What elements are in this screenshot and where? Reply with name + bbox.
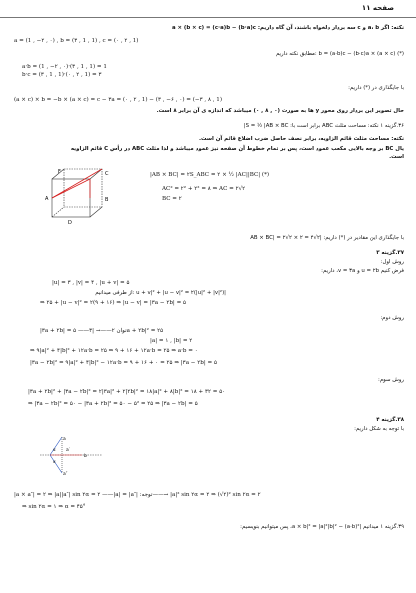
substitute-note: با جایگذاری در (*) داریم: xyxy=(348,85,404,91)
cross-magnitude-eq: |a × a″| = ۲ ⇒ |a||a″| sin ۲α = ۲ ——|a| = |a″| :توجه——→ |a|² sin ۲α = ۲ ⇒ (√۲)² sin ۲α = ۲ xyxy=(14,492,261,498)
cube-figure xyxy=(44,165,124,225)
vec-label-a: a xyxy=(63,437,66,442)
q36-heading: ۳۶.گزینه ۱ نکته: مساحت مثلث ABC برابر است با: S = ½ |AB × BC| xyxy=(243,123,404,129)
result-vector: (a × c) × b = −b × (a × c) = c − ۳a = (۰ , ۲ , 1) − (۳ , −۶ , ۰) = (−۳ , ۸ , 1) xyxy=(14,97,223,103)
alpha-result: ⇒ sin ۲α = ۱ ⇒ α = ۴۵° xyxy=(22,504,86,510)
method-three-result: ⇒ |۳a − ۲b|² = ۵۰ − |۳a + ۲b|² = ۵۰ − ۵² = ۲۵ ⇒ |۳a − ۲b| = ۵ xyxy=(28,401,198,407)
page-header xyxy=(0,4,416,18)
method-three: روش سوم: xyxy=(378,377,404,383)
cross-area-eq: |AB × BC| = ۲S_ABC = ۲ × ½ |AC||BC| (*) xyxy=(150,172,270,178)
parallelogram-law: |u + v|² + |u − v|² = ۲(|u|² + |v|²) :از طرفی میدانیم xyxy=(95,290,226,296)
dot-zero: ⇒ ۹|a|² + ۴|b|² + ۱۲a·b = ۲۵ ⇒ ۹ + ۱۶ + ۱۲a·b = ۲۵ ⇒ a·b = ۰ xyxy=(30,348,198,354)
q36-result: با جایگذاری این مقادیر در (*) داریم: |AB × BC| = ۲√۲ × ۲ = ۴√۲ xyxy=(250,235,404,241)
method-one: روش اول: xyxy=(380,259,404,265)
ac-length: AC² = ۲² + ۲² = ۸ ⇒ AC = ۲√۲ xyxy=(162,186,246,192)
page-number: صفحه ۱۱ xyxy=(361,4,394,12)
note-identity: (*) (a × c) × b = (a·b)c − (b·c)a :مطابق نکته داریم xyxy=(275,51,404,57)
cube-label-c: C xyxy=(105,171,109,177)
dot-ab: a·b = (1 , −۲ , ۰)·(۳ , 1 , 1) = 1 xyxy=(22,64,107,70)
uv-magnitudes: |u| = ۳ , |v| = ۴ , |u + v| = ۵ xyxy=(52,280,130,286)
cube-label-d: D xyxy=(68,220,72,225)
q39-heading: ۳۹.گزینه ۱ میدانیم |a × b|² = |a|²|b|² − (a·b)²، پس میتوانیم بنویسیم: xyxy=(240,524,404,530)
vec-label-a-prime: a′ xyxy=(66,448,70,453)
q37-heading: ۳۷.گزینه ۳ xyxy=(376,250,404,256)
vec-label-alpha-bottom: α xyxy=(53,459,56,464)
sum-squares: |۳a + ۲b|² + |۳a − ۲b|² = ۲|۳a|² + ۲|۲b|² = ۱۸|a|² + ۸|b|² = ۱۸ + ۳۲ = ۵۰ xyxy=(28,389,226,395)
method-two-result: |۳a − ۲b|² = ۹|a|² + ۴|b|² − ۱۲a·b = ۹ + ۱۶ + ۰ = ۲۵ ⇒ |۳a − ۲b| = ۵ xyxy=(30,360,217,366)
square-step: |۳a + ۲b| = ۵ ——توان ۲——→ |۳a + ۲b|² = ۲۵ xyxy=(40,328,164,334)
vec-label-b: b xyxy=(84,454,87,459)
note-triple-product: نکته: اگر a، b و c سه بردار دلخواه باشند، آن گاه داریم: a × (b × c) = (c·a)b − (b·a)c xyxy=(171,25,404,31)
method-one-result: ⇒ ۲۵ + |u − v|² = ۲(۹ + ۱۶) ⇒ |u − v| = |۳a − ۲b| = ۵ xyxy=(40,300,187,306)
given-magnitudes: |a| = ۱ , |b| = ۲ xyxy=(150,338,193,344)
bc-length: BC = ۲ xyxy=(162,196,182,202)
assume-uv: فرض کنیم u = ۲b و v = ۳a، داریم: xyxy=(321,268,404,274)
q38-heading: ۳۸.گزینه ۴ xyxy=(376,417,404,423)
vector-values: a = (1 , −۲ , ۰) , b = (۳ , 1 , 1) , c = (۰ , ۲ , 1) xyxy=(14,38,139,44)
right-triangle-note: نکته: مساحت مثلث قائم الزاویه، برابر نصف حاصل ضرب اضلاع قائم آن است. xyxy=(198,136,404,142)
cube-label-a: A xyxy=(45,196,49,202)
bc-perpendicular-text-end: است. xyxy=(389,154,404,160)
cube-label-f: F xyxy=(58,169,61,175)
projection-note: حال تصویر این بردار روی محور y ها به صورت (۰ , ۸ , ۰) میباشد که اندازه ی آن برابر ۸ است. xyxy=(156,108,404,114)
bc-perpendicular-text: یال BC بر وجه بالایی مکعب عمود است، پس بر تمام خطوط آن صفحه نیز عمود میباشد و لذا مثلث ABC در رأس C قائم الزاویه xyxy=(70,146,404,152)
cube-label-b: B xyxy=(105,197,109,203)
method-two: روش دوم: xyxy=(380,315,404,321)
dot-bc: b·c = (۳ , 1 , 1)·(۰ , ۲ , 1) = ۳ xyxy=(22,72,102,78)
figure-note: با توجه به شکل داریم: xyxy=(354,426,404,432)
vectors-figure xyxy=(36,434,106,476)
vec-label-alpha-top: α xyxy=(53,447,56,452)
vec-label-a-double-prime: a″ xyxy=(63,472,68,476)
